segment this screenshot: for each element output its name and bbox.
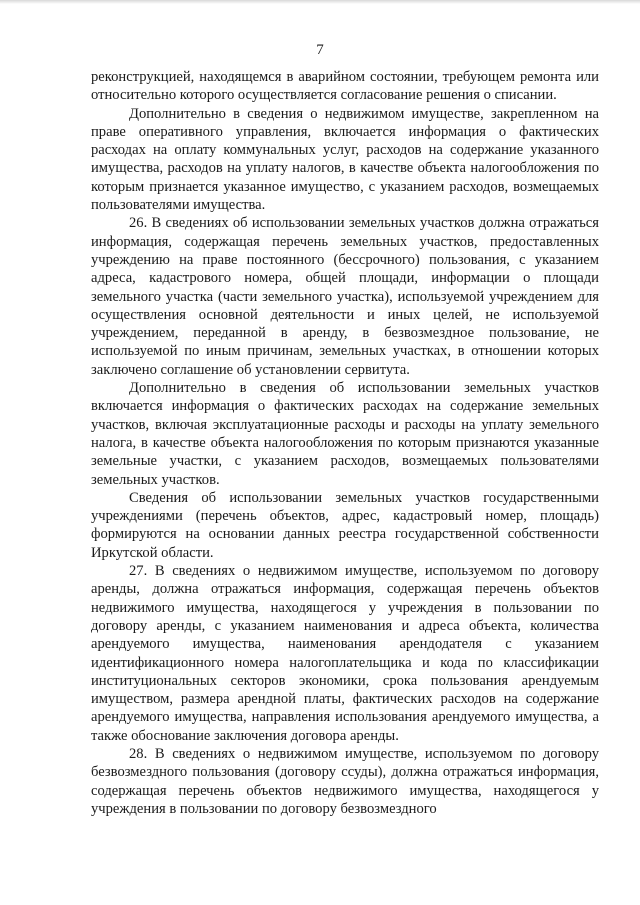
page-number: 7	[316, 42, 324, 58]
paragraph-item-26: 26. В сведениях об использовании земельных участков должна отражаться информация, содержащая перечень земельных участков, предоставленных учреждению на праве постоянного (бессрочного) пользования, с указанием адреса, кадастрового номера, общей площади, информации о площади земельного участка (части земельного участка), используемой учреждением для осуществления основной деятельности и иных целей, не используемой учреждением, переданной в аренду, в безвозмездное пользование, не используемой по иным причинам, земельных участках, в отношении которых заключено соглашение об установлении сервитута.	[91, 215, 599, 378]
paragraph-item-27: 27. В сведениях о недвижимом имуществе, используемом по договору аренды, должна отражаться информация, содержащая перечень объектов недвижимого имущества, находящегося у учреждения в пользовании по договору аренды, с указанием наименования и адреса объекта, количества арендуемого имущества, наименования арендодателя с указанием идентификационного номера налогоплательщика и кода по классификации институциональных секторов экономики, срока пользования арендуемым имуществом, размера арендной платы, фактических расходов на содержание арендуемого имущества, направления использования арендуемого имущества, а также обоснование заключения договора аренды.	[91, 563, 599, 744]
paragraph-continuation: реконструкцией, находящемся в аварийном состоянии, требующем ремонта или относительно которого осуществляется согласование решения о списании.	[91, 69, 599, 104]
paragraph-land-registry: Сведения об использовании земельных участков государственными учреждениями (перечень объектов, адрес, кадастровый номер, площадь) формируются на основании данных реестра государственной собственности Иркутской области.	[91, 489, 599, 561]
paragraph-item-28: 28. В сведениях о недвижимом имуществе, используемом по договору безвозмездного пользования (договору ссуды), должна отражаться информация, содержащая перечень объектов недвижимого имущества, находящегося у учреждения в пользовании по договору безвозмездного	[91, 745, 599, 817]
document-body	[91, 68, 599, 818]
paragraph-land-expenses: Дополнительно в сведения об использовании земельных участков включается информация о фактических расходах на содержание земельных участков, включая эксплуатационные расходы и расходы на уплату земельного налога, в качестве объекта налогообложения по которым признаются указанные земельные участки, с указанием расходов, возмещаемых пользователями земельных участков.	[91, 380, 599, 488]
paragraph-operational-management: Дополнительно в сведения о недвижимом имуществе, закрепленном на праве оперативного управления, включается информация о фактических расходах на оплату коммунальных услуг, расходов на содержание указанного имущества, расходов на уплату налогов, в качестве объекта налогообложения по которым признается указанное имущество, с указанием расходов, возмещаемых пользователями имущества.	[91, 105, 599, 214]
scan-top-edge	[0, 0, 640, 4]
